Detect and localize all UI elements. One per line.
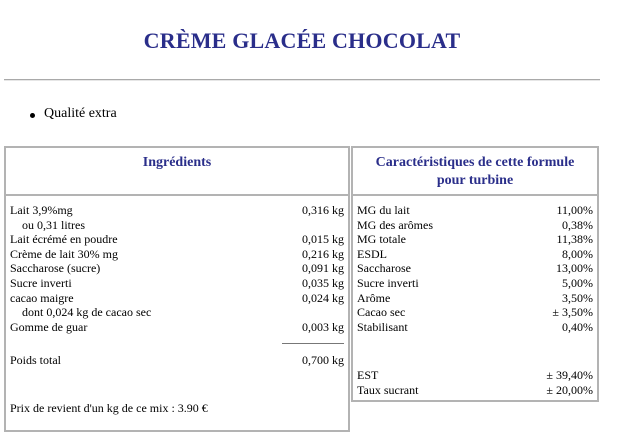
ingredients-header-text: Ingrédients [142, 155, 212, 170]
cost-text: Prix de revient d'un kg de ce mix : 3.90 € [10, 401, 208, 415]
ingredient-value: 0,024 kg [302, 290, 344, 305]
page-title: CRÈME GLACÉE CHOCOLAT [143, 28, 461, 53]
total-value: 0,700 kg [302, 353, 344, 367]
ingredient-label: ou 0,31 litres [22, 217, 85, 232]
summary-row [357, 383, 593, 398]
characteristic-row [357, 291, 593, 306]
characteristic-value: 8,00% [562, 246, 593, 261]
ingredient-value: 0,015 kg [302, 232, 344, 247]
ingredient-row [10, 276, 344, 291]
ingredient-value: 0,091 kg [302, 261, 344, 276]
ingredients-header [6, 148, 348, 196]
characteristic-label: Sucre inverti [357, 275, 419, 290]
quality-item: Qualité extra [28, 106, 117, 122]
summary-row [357, 368, 593, 383]
total-separator [282, 343, 344, 344]
characteristic-value: 0,38% [562, 217, 593, 232]
ingredient-row [10, 232, 344, 247]
ingredient-label: dont 0,024 kg de cacao sec [22, 305, 152, 320]
characteristic-label: Cacao sec [357, 305, 406, 320]
characteristic-row [357, 232, 593, 247]
ingredient-value: 0,316 kg [302, 203, 344, 217]
characteristics-rows [357, 203, 593, 334]
characteristics-header [353, 148, 597, 196]
summary-label: Taux sucrant [357, 382, 419, 397]
summary-label: EST [357, 368, 379, 382]
characteristic-row [357, 320, 593, 335]
characteristic-label: Saccharose [357, 261, 411, 276]
ingredient-row [10, 305, 344, 320]
characteristic-label: MG totale [357, 232, 406, 247]
characteristic-value: 11,00% [556, 203, 593, 217]
ingredient-row [10, 203, 344, 218]
summary-value: ± 39,40% [546, 368, 593, 382]
characteristic-value: 0,40% [562, 319, 593, 334]
ingredient-label: cacao maigre [10, 290, 74, 305]
characteristic-value: 11,38% [556, 232, 593, 247]
ingredient-value: 0,035 kg [302, 275, 344, 290]
ingredient-row [10, 291, 344, 306]
characteristic-label: Stabilisant [357, 319, 408, 334]
characteristic-label: Arôme [357, 290, 391, 305]
characteristics-header-line1: Caractéristiques de cette formule [375, 155, 575, 170]
summary-value: ± 20,00% [546, 382, 593, 397]
horizontal-divider [4, 79, 600, 81]
characteristics-panel [351, 146, 599, 402]
ingredient-value: 0,003 kg [302, 319, 344, 334]
ingredient-row [10, 218, 344, 233]
characteristics-header-line2: pour turbine [436, 173, 514, 188]
ingredient-row [10, 261, 344, 276]
ingredient-label: Crème de lait 30% mg [10, 246, 118, 261]
ingredient-label: Gomme de guar [10, 319, 88, 334]
ingredient-label: Lait 3,9%mg [10, 203, 73, 217]
ingredient-label: Lait écrémé en poudre [10, 232, 118, 247]
characteristic-value: 13,00% [556, 261, 593, 276]
characteristic-value: 3,50% [562, 290, 593, 305]
characteristic-value: 5,00% [562, 275, 593, 290]
characteristic-value: ± 3,50% [552, 305, 593, 320]
characteristics-summary [357, 368, 593, 397]
characteristic-row [357, 305, 593, 320]
total-row [10, 353, 344, 368]
ingredients-rows [10, 203, 344, 334]
characteristic-row [357, 247, 593, 262]
characteristic-label: MG du lait [357, 203, 410, 217]
ingredient-row [10, 247, 344, 262]
ingredients-panel [4, 146, 350, 432]
characteristic-label: MG des arômes [357, 217, 433, 232]
characteristic-row [357, 218, 593, 233]
ingredient-label: Sucre inverti [10, 275, 72, 290]
total-label: Poids total [10, 353, 62, 367]
ingredient-label: Saccharose (sucre) [10, 261, 101, 276]
quality-list [28, 106, 117, 122]
ingredient-value: 0,216 kg [302, 246, 344, 261]
ingredient-row [10, 320, 344, 335]
characteristic-row [357, 276, 593, 291]
characteristic-row [357, 203, 593, 218]
characteristic-label: ESDL [357, 246, 387, 261]
characteristic-row [357, 261, 593, 276]
